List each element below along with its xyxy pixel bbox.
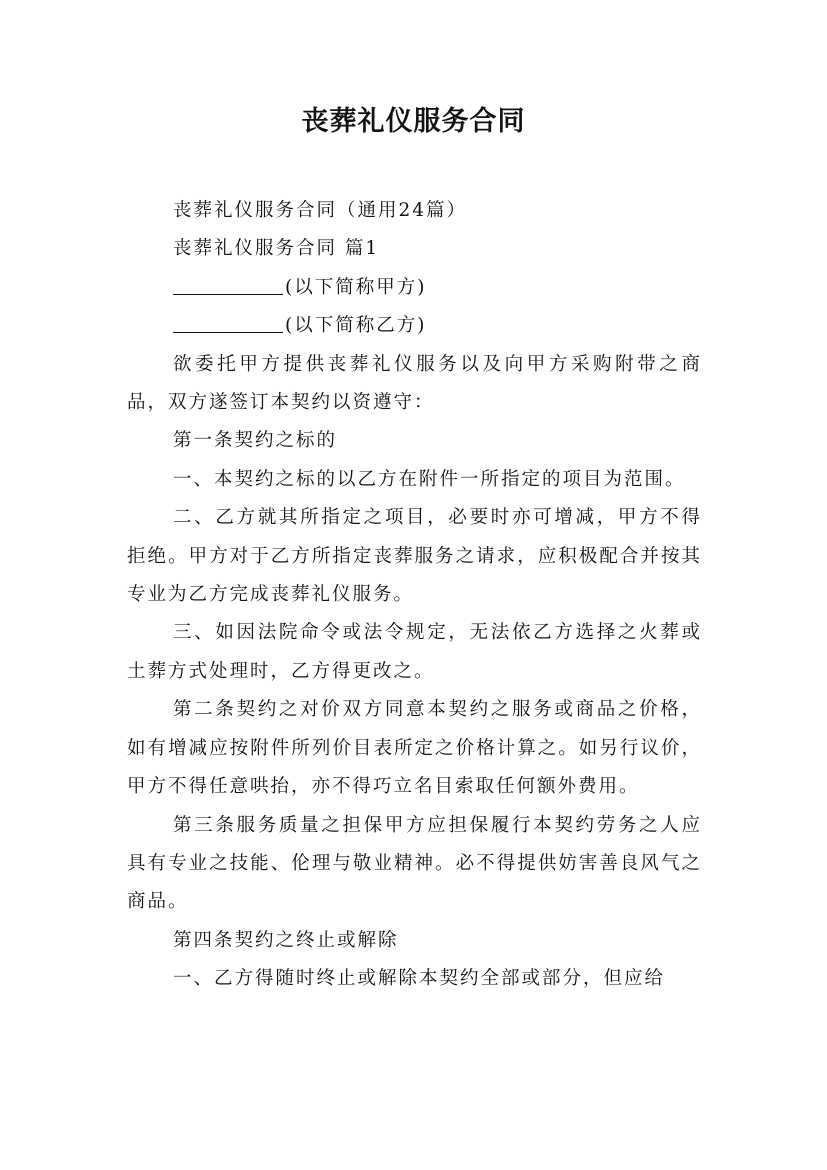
paragraph-article-1-heading: 第一条契约之标的 xyxy=(173,430,338,452)
document-title: 丧葬礼仪服务合同 xyxy=(301,106,526,137)
party-a-label: (以下简称甲方) xyxy=(285,276,427,298)
party-b-label: (以下简称乙方) xyxy=(285,315,427,337)
blank-line xyxy=(173,312,283,333)
paragraph-article-1-item-3: 三、如因法院命令或法令规定，无法依乙方选择之火葬或土葬方式处理时，乙方得更改之。 xyxy=(127,622,702,682)
blank-line xyxy=(173,274,283,295)
paragraph-article-2: 第二条契约之对价双方同意本契约之服务或商品之价格，如有增减应按附件所列价目表所定之价格计算之。如另行议价，甲方不得任意哄抬，亦不得巧立名目索取任何额外费用。 xyxy=(127,699,702,798)
paragraph-subtitle: 丧葬礼仪服务合同（通用24篇） xyxy=(173,200,468,221)
paragraph-article-1-item-2: 二、乙方就其所指定之项目，必要时亦可增减，甲方不得拒绝。甲方对于乙方所指定丧葬服务之请求，应积极配合并按其专业为乙方完成丧葬礼仪服务。 xyxy=(127,507,702,606)
paragraph-party-b xyxy=(127,307,702,345)
paragraph-chapter-heading: 丧葬礼仪服务合同 篇1 xyxy=(173,238,380,260)
paragraph-party-a xyxy=(127,269,702,307)
paragraph-article-4-item-1: 一、乙方得随时终止或解除本契约全部或部分，但应给 xyxy=(173,968,666,990)
paragraph-article-4-heading: 第四条契约之终止或解除 xyxy=(173,929,399,951)
paragraph-article-3: 第三条服务质量之担保甲方应担保履行本契约劳务之人应具有专业之技能、伦理与敬业精神。必不得提供妨害善良风气之商品。 xyxy=(127,814,702,913)
paragraph-preamble: 欲委托甲方提供丧葬礼仪服务以及向甲方采购附带之商品，双方遂签订本契约以资遵守： xyxy=(127,353,702,414)
paragraph-article-1-item-1: 一、本契约之标的以乙方在附件一所指定的项目为范围。 xyxy=(173,468,686,490)
document-body xyxy=(127,192,702,999)
